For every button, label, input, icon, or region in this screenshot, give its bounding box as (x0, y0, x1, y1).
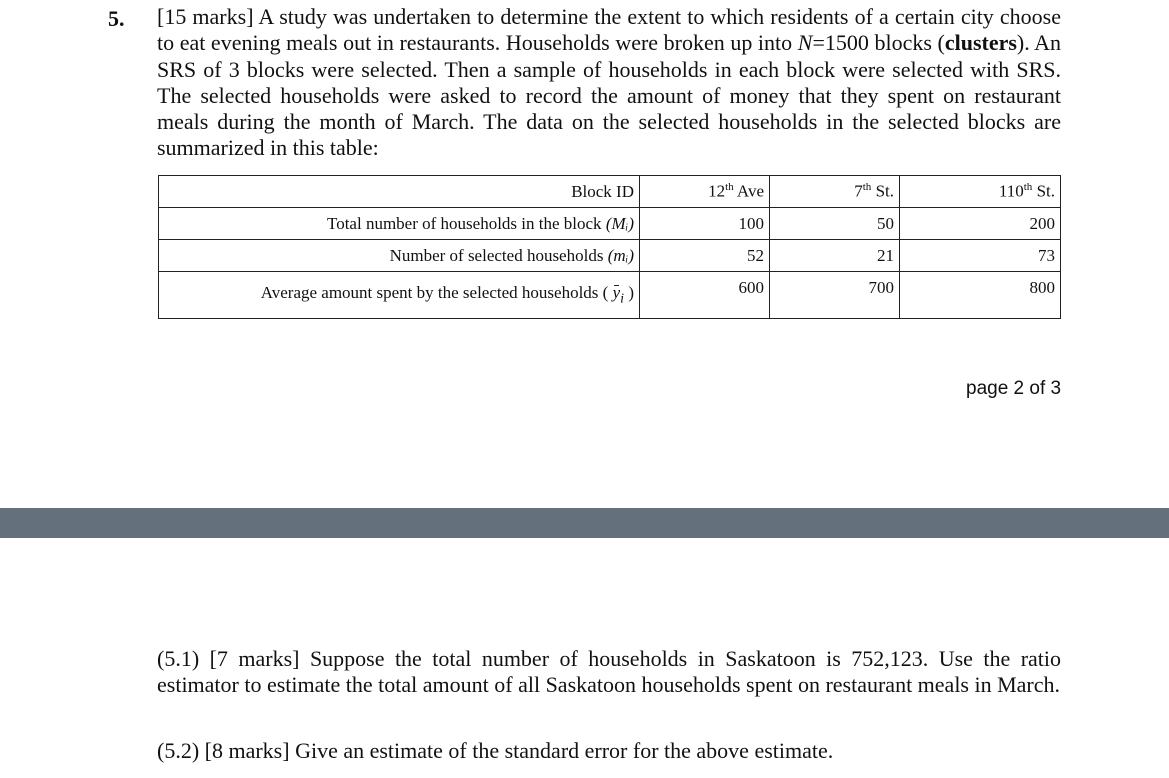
question-text-part-3: ). An SRS of 3 blocks were selected. Then a sample of households in each block were selected with SRS. The selected households were asked to record the amount of money that they spent on restaurant meals during the month of March. The data on the selected households in the selected blocks are summarized in this table: (157, 30, 1062, 161)
subquestion-number: (5.2) (157, 738, 200, 763)
table-cell: 52 (640, 240, 770, 272)
table-cell: 50 (770, 208, 900, 240)
block-header-7th-st: 7th St. (770, 176, 900, 208)
table-cell: 600 (640, 272, 770, 319)
page-number: page 2 of 3 (966, 378, 1062, 399)
block-id-header: Block ID (159, 176, 640, 208)
table-cell: 700 (770, 272, 900, 319)
clusters-term: clusters (944, 30, 1017, 56)
table-cell: 200 (900, 208, 1061, 240)
y-bar-symbol: y (612, 282, 621, 302)
question-text (157, 4, 1061, 162)
table-cell: 800 (900, 272, 1061, 319)
block-header-110th-st: 110th St. (900, 176, 1061, 208)
table-header-row (159, 176, 1061, 208)
table-cell: 21 (770, 240, 900, 272)
subquestion-text: Give an estimate of the standard error for the above estimate. (295, 738, 834, 763)
subquestion-number: (5.1) (157, 646, 200, 671)
subquestion-marks: [8 marks] (204, 738, 290, 763)
row-label-selected-households: Number of selected households (mᵢ) (159, 240, 640, 272)
n-value: =1500 (812, 30, 869, 56)
table-row (159, 240, 1061, 272)
table-row (159, 208, 1061, 240)
row-label-total-households: Total number of households in the block (Mᵢ) (159, 208, 640, 240)
question-number: 5. (108, 6, 125, 31)
question-text-part-2: blocks ( (874, 30, 945, 56)
table-row (159, 272, 1061, 319)
table-cell: 100 (640, 208, 770, 240)
subquestion-text: Suppose the total number of households in Saskatoon is 752,123. Use the ratio estimator to estimate the total amount of all Saskatoon households spent on restaurant meals in March. (157, 646, 1062, 698)
block-header-12th-ave: 12th Ave (640, 176, 770, 208)
table-cell: 73 (900, 240, 1061, 272)
question-text-part-1: A study was undertaken to determine the extent to which residents of a certain city choose to eat evening meals out in restaurants. Households were broken up into (157, 4, 1062, 56)
subquestion-marks: [7 marks] (209, 646, 300, 671)
subquestion-5-1 (157, 646, 1061, 699)
n-symbol: N (797, 30, 813, 56)
page-divider-band (0, 508, 1169, 538)
row-label-average-spent: Average amount spent by the selected households ( $y_i$ ) (159, 272, 640, 319)
question-marks: [15 marks] (157, 4, 254, 29)
block-data-table (158, 175, 1061, 319)
subquestion-5-2 (157, 738, 1061, 764)
